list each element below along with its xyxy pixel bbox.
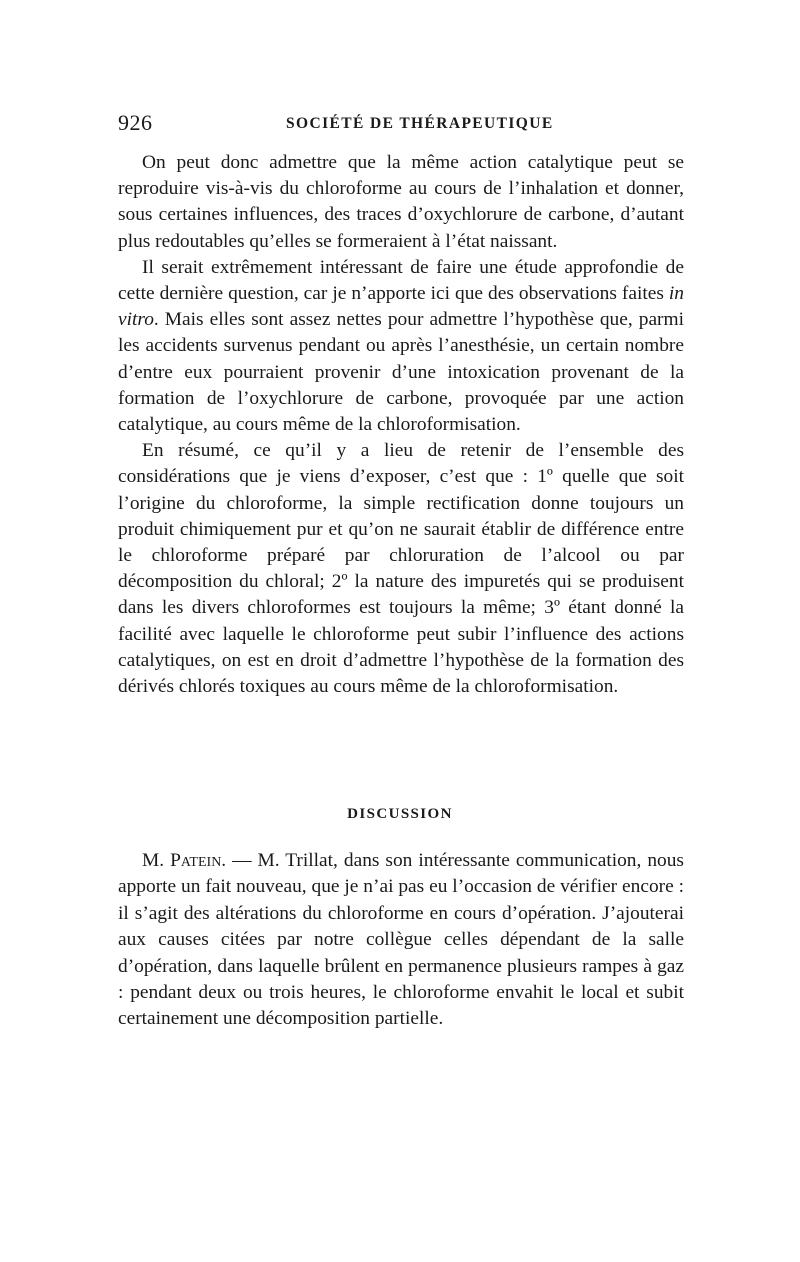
discussion-body: — M. Trillat, dans son intéressante communication, nous apporte un fait nouveau, que je n’ai pas eu l’occasion de vérifier encore : il s’agit des altérations du chloroforme en cours d’opération. J’ajouterai aux causes citées par notre collègue celles dépendant de la salle d’opération, dans laquelle brûlent en permanence plusieurs rampes à gaz : pendant deux ou trois heures, le chloroforme envahit le local et subit certainement une décomposition partielle. [118,850,684,1030]
speaker-name: M. Patein. [142,850,227,871]
page-number: 926 [118,110,153,135]
section-heading: DISCUSSION [347,806,453,822]
main-text [118,150,684,700]
italic-phrase: in vitro [118,283,684,331]
page-header [118,110,684,140]
paragraph-catalytic-action: On peut donc admettre que la même action catalytique peut se reproduire vis-à-vis du chloroforme au cours de l’inhalation et donner, sous certaines influences, des traces d’oxychlorure de carbone, d’autant plus redoutables qu’elles se formeraient à l’état naissant. [118,152,684,252]
running-title: SOCIÉTÉ DE THÉRAPEUTIQUE [286,115,554,132]
paragraph-text-after: . Mais elles sont assez nettes pour admettre l’hypothèse que, parmi les accidents survenus pendant ou après l’anesthésie, un certain nombre d’entre eux pourraient provenir d’une intoxication provenant de la formation de l’oxychlorure de carbone, provoquée par une action catalytique, au cours même de la chloroformisation. [118,309,684,436]
discussion-text [118,848,684,1033]
paragraph-summary: En résumé, ce qu’il y a lieu de retenir de l’ensemble des considérations que je viens d’exposer, c’est que : 1º quelle que soit l’origine du chloroforme, la simple rectification donne toujours un produit chimiquement pur et qu’on ne saurait établir de différence entre le chloroforme préparé par chloruration de l’alcool ou par décomposition du chloral; 2º la nature des impuretés qui se produisent dans les divers chloroformes est toujours la même; 3º étant donné la facilité avec laquelle le chloroforme peut subir l’influence des actions catalytiques, on est en droit d’admettre l’hypothèse de la formation des dérivés chlorés toxiques au cours même de la chloroformisation. [118,440,684,698]
discussion-paragraph [118,848,684,1033]
paragraph-text-before: Il serait extrêmement intéressant de faire une étude approfondie de cette dernière question, car je n’apporte ici que des observations faites [118,256,684,305]
paragraph-further-study [118,255,684,438]
